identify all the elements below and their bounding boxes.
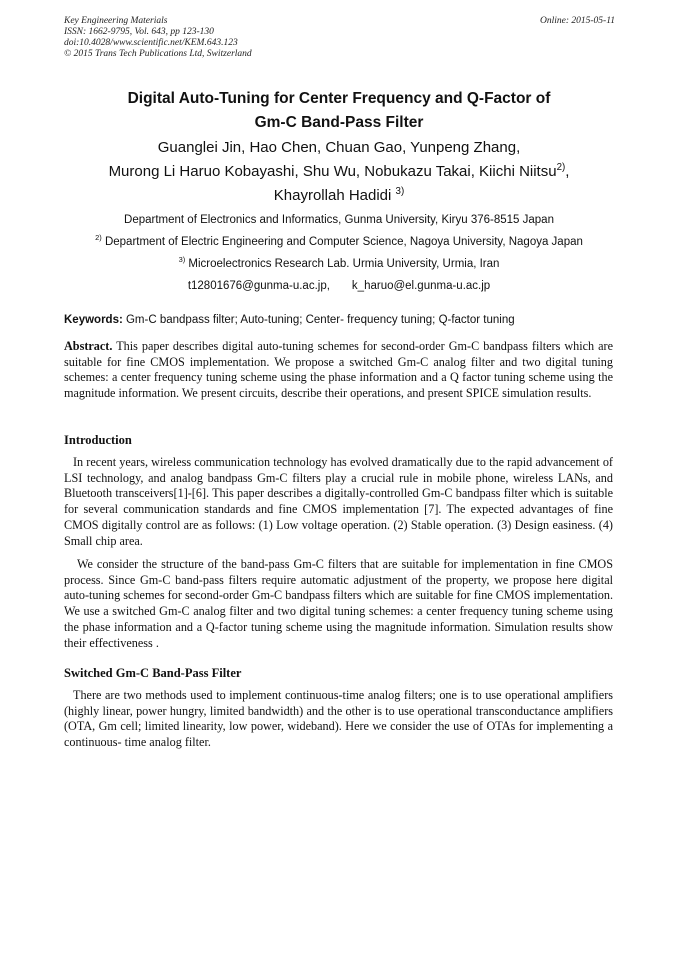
affiliation-3-text: Microelectronics Research Lab. Urmia University, Urmia, Iran xyxy=(185,258,500,270)
intro-paragraph-1: In recent years, wireless communication technology has evolved dramatically due to the rapid advancement of LSI technology, and analog bandpass Gm-C filters play a crucial rule in mobile phone, wireless LANs, and Bluetooth transceivers[1]-[6]. This paper describes a digitally-controlled Gm-C bandpass filter which is suitable for several communication standards and fine CMOS implementation [7]. The expected advantages of fine CMOS digitally control are as follows: (1) Low voltage operation. (2) Stable operation. (3) Design easiness. (4) Small chip area. xyxy=(64,455,613,548)
paper-title-line1: Digital Auto-Tuning for Center Frequency and Q-Factor of xyxy=(127,90,551,107)
paper-title-line2: Gm-C Band-Pass Filter xyxy=(254,114,424,131)
heading-introduction: Introduction xyxy=(64,433,132,447)
affiliation-1: Department of Electronics and Informatics, Gunma University, Kiryu 376-8515 Japan xyxy=(124,214,554,226)
journal-issn: ISSN: 1662-9795, Vol. 643, pp 123-130 xyxy=(64,27,214,37)
authors-line2 xyxy=(0,163,678,180)
affiliation-2 xyxy=(0,233,678,248)
emails xyxy=(0,280,678,292)
journal-doi: doi:10.4028/www.scientific.net/KEM.643.123 xyxy=(64,38,238,48)
authors-line2-text: Murong Li Haruo Kobayashi, Shu Wu, Nobukazu Takai, Kiichi Niitsu xyxy=(108,163,557,180)
abstract-label: Abstract. xyxy=(64,339,113,353)
affiliation-2-sup: 2) xyxy=(95,233,102,243)
authors-line1: Guanglei Jin, Hao Chen, Chuan Gao, Yunpeng Zhang, xyxy=(157,139,521,156)
section2-paragraph-1: There are two methods used to implement continuous-time analog filters; one is to use operational amplifiers (highly linear, power hungry, limited bandwidth) and the other is to use operational transconductance amplifiers (OTA, Gm cell; limited linearity, low power, wideband). Here we consider the use of OTAs for implementing a continuous- time analog filter. xyxy=(64,688,613,750)
journal-header xyxy=(64,16,252,60)
journal-copyright: © 2015 Trans Tech Publications Ltd, Switzerland xyxy=(64,49,252,59)
intro-paragraph-2: We consider the structure of the band-pass Gm-C filters that are suitable for implementation in fine CMOS process. Since Gm-C band-pass filters require automatic adjustment of the property, we propose here digital auto-tuning schemes for second-order Gm-C bandpass filters which are suitable for fine CMOS implementation. We use a switched Gm-C analog filter and two digital tuning schemes: a center frequency tuning scheme using the phase information and a Q-factor tuning scheme using the magnitude information. Simulation results show their effectiveness . xyxy=(64,557,613,650)
authors-line3-text: Khayrollah Hadidi xyxy=(273,187,396,204)
affiliation-2-text: Department of Electric Engineering and Computer Science, Nagoya University, Nagoya Japan xyxy=(101,236,583,248)
affiliation-3-sup: 3) xyxy=(178,255,186,265)
journal-name: Key Engineering Materials xyxy=(64,16,168,26)
keywords-label: Keywords: xyxy=(64,314,123,326)
authors-line3-sup: 3) xyxy=(395,186,405,197)
authors-line2-end: , xyxy=(565,163,570,180)
online-date: Online: 2015-05-11 xyxy=(539,16,615,26)
keywords-text: Gm-C bandpass filter; Auto-tuning; Center- frequency tuning; Q-factor tuning xyxy=(122,314,515,326)
authors-line3 xyxy=(0,187,678,204)
email-2: k_haruo@el.gunma-u.ac.jp xyxy=(351,280,491,292)
keywords xyxy=(64,314,515,326)
abstract-text: This paper describes digital auto-tuning schemes for second-order Gm-C bandpass filters which are suitable for fine CMOS implementation. We propose a switched Gm-C analog filter and two digital tuning schemes: a center frequency tuning scheme using the phase information and a Q factor tuning scheme using the magnitude information. We present circuits, describe their operations, and present SPICE simulation results. xyxy=(64,339,613,401)
affiliation-3 xyxy=(0,255,678,270)
authors-line2-sup: 2) xyxy=(556,162,566,173)
abstract-paragraph xyxy=(64,339,613,402)
email-1: t12801676@gunma-u.ac.jp, xyxy=(187,280,330,292)
heading-switched-gmc: Switched Gm-C Band-Pass Filter xyxy=(64,666,242,680)
